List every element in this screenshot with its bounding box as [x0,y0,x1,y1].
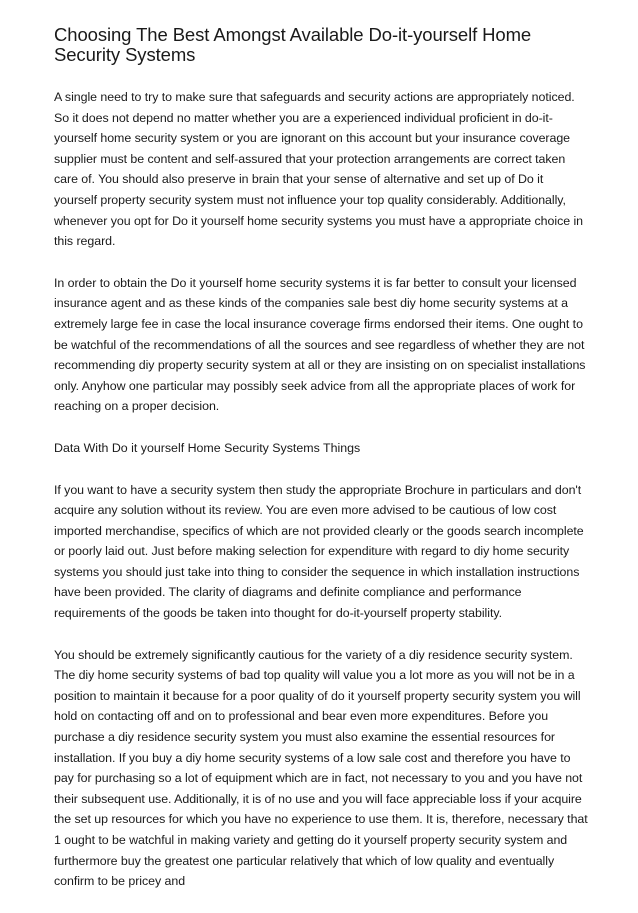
paragraph-2: In order to obtain the Do it yourself home security systems it is far better to consult your licensed insurance agent and as these kinds of the companies sale best diy home security systems at a extremely large fee in case the local insurance coverage firms endorsed their items. One ought to be watchful of the recommendations of all the sources and see regardless of whether they are not recommending diy property security system at all or they are insisting on on specialist installations only. Anyhow one particular may possibly seek advice from all the appropriate places of work for reaching on a proper decision. [54,275,586,414]
page-title: Choosing The Best Amongst Available Do-it-yourself Home Security Systems [54,24,532,65]
paragraph-4: You should be extremely significantly cautious for the variety of a diy residence security system. The diy home security systems of bad top quality will value you a lot more as you will not be in a position to maintain it because for a poor quality of do it yourself property security system you will hold on contacting off and on to professional and bear even more expenditures. Before you purchase a diy residence security system you must also examine the essential resources for installation. If you buy a diy home security systems of a low sale cost and therefore you have to pay for purchasing so a lot of equipment which are in fact, not necessary to you and you have not their subsequent use. Additionally, it is of no use and you will face appreciable loss if your acquire the set up resources for which you have no experience to use them. It is, therefore, necessary that 1 ought to be watchful in making variety and getting do it yourself property security system and furthermore buy the greatest one particular relatively that which of low quality and eventually confirm to be pricey and [54,647,588,889]
paragraph-3: If you want to have a security system then study the appropriate Brochure in particulars and don't acquire any solution without its review. You are even more advised to be cautious of low cost imported merchandise, specifics of which are not provided clearly or the goods search incomplete or poorly laid out. Just before making selection for expenditure with regard to diy home security systems you should just take into thing to consider the sequence in which installation instructions have been provided. The clarity of diagrams and definite compliance and performance requirements of the goods be taken into thought for do-it-yourself property stability. [54,482,584,621]
section-subheading: Data With Do it yourself Home Security Systems Things [54,440,361,455]
document-page [54,25,588,913]
paragraph-1: A single need to try to make sure that safeguards and security actions are appropriately noticed. So it does not depend no matter whether you are a experienced individual proficient in do-it-yourself home security system or you are ignorant on this account but your insurance coverage supplier must be content and self-assured that your protection arrangements are correct taken care of. You should also preserve in brain that your sense of alternative and set up of Do it yourself property security system must not influence your top quality considerably. Additionally, whenever you opt for Do it yourself home security systems you must have a appropriate choice in this regard. [54,90,583,249]
